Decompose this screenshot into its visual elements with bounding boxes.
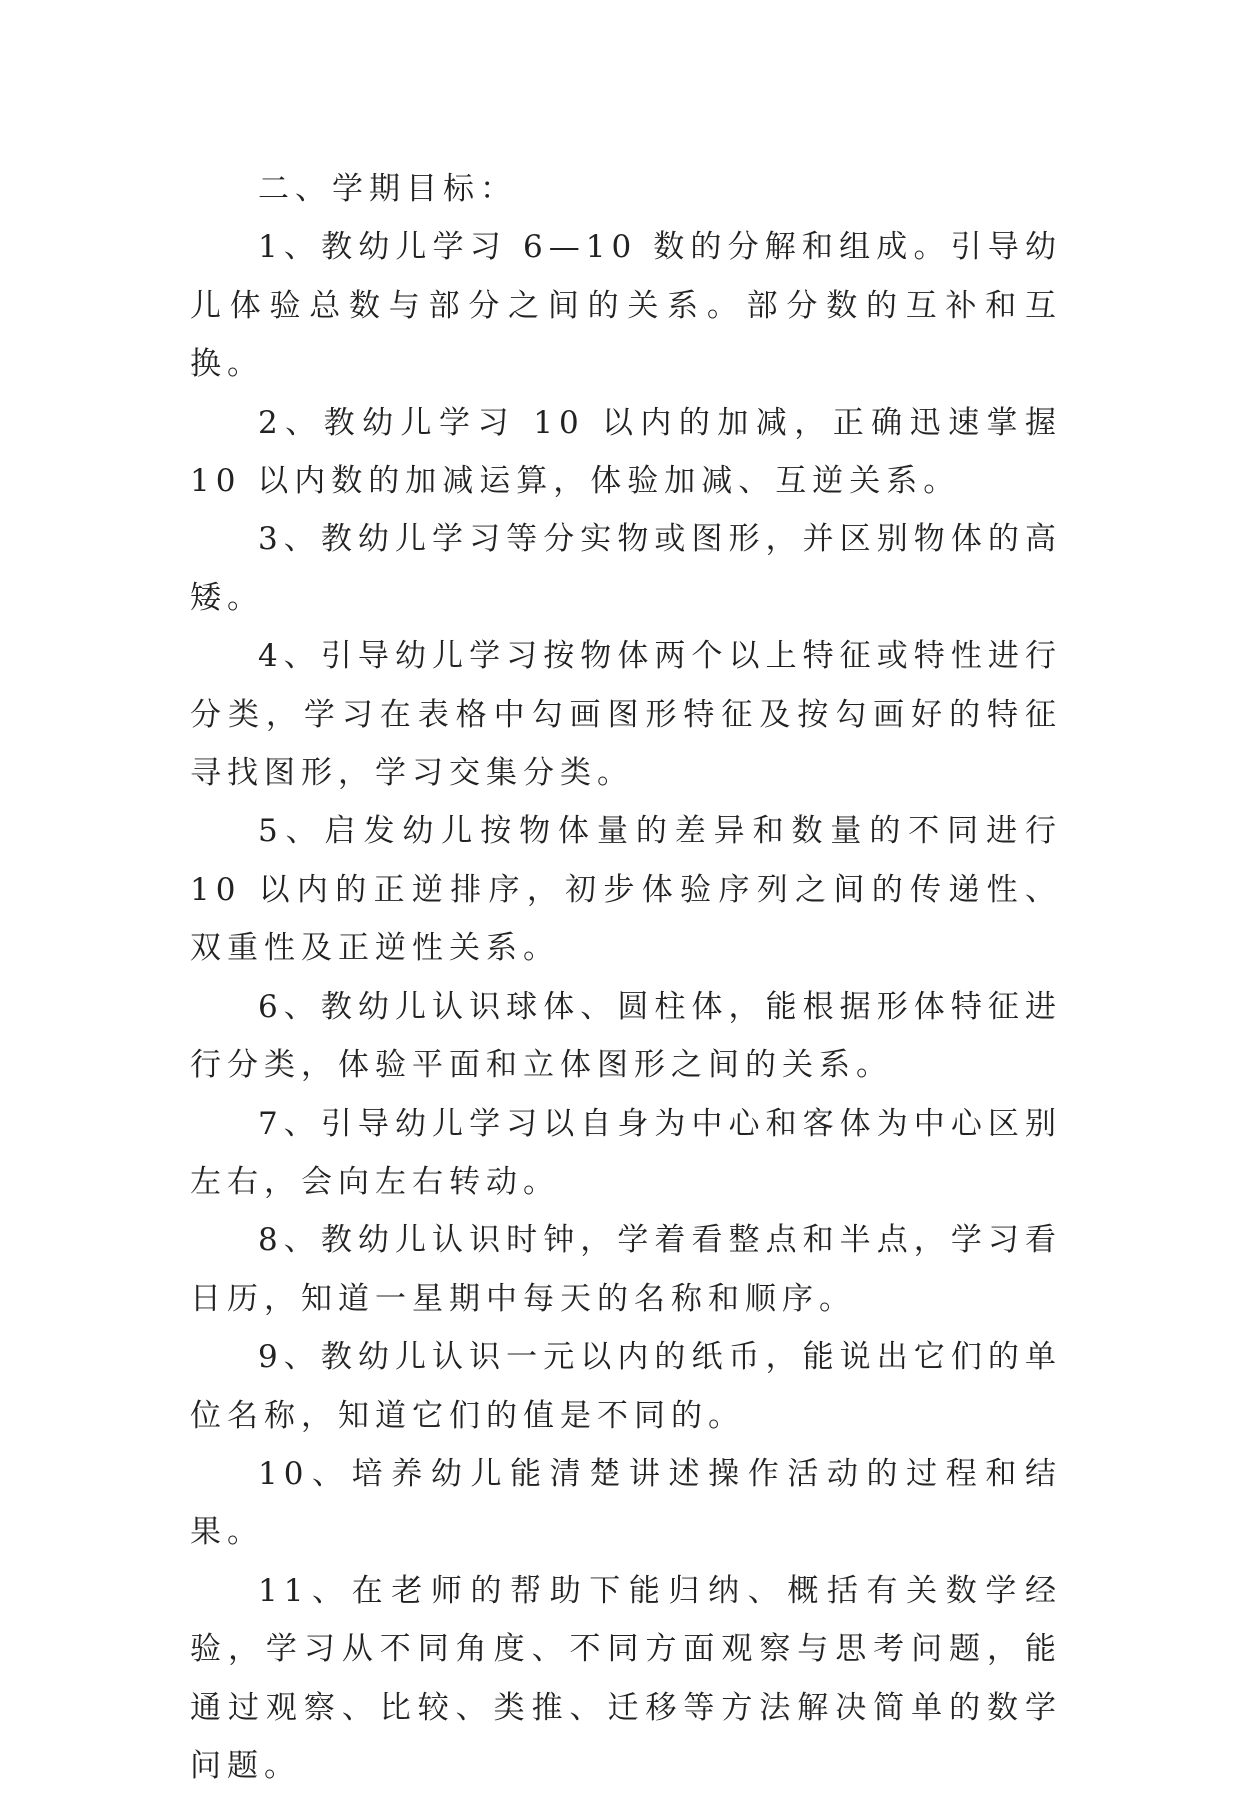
goal-item-2: 2、教幼儿学习 10 以内的加减，正确迅速掌握 10 以内数的加减运算，体验加减、互逆关系。 xyxy=(190,404,1062,500)
goal-item-3: 3、教幼儿学习等分实物或图形，并区别物体的高矮。 xyxy=(190,521,1062,616)
document-body xyxy=(190,160,1062,1795)
section-heading: 二、学期目标： xyxy=(258,171,517,207)
goal-item-11: 11、在老师的帮助下能归纳、概括有关数学经验，学习从不同角度、不同方面观察与思考问题，能通过观察、比较、类推、迁移等方法解决简单的数学问题。 xyxy=(190,1572,1062,1784)
goal-item-4: 4、引导幼儿学习按物体两个以上特征或特性进行分类，学习在表格中勾画图形特征及按勾画好的特征寻找图形，学习交集分类。 xyxy=(190,638,1062,792)
goal-item-9: 9、教幼儿认识一元以内的纸币，能说出它们的单位名称，知道它们的值是不同的。 xyxy=(190,1339,1062,1434)
goal-item-1: 1、教幼儿学习 6—10 数的分解和组成。引导幼儿体验总数与部分之间的关系。部分数的互补和互换。 xyxy=(190,229,1062,383)
goal-item-7: 7、引导幼儿学习以自身为中心和客体为中心区别左右，会向左右转动。 xyxy=(190,1105,1062,1200)
goal-item-10: 10、培养幼儿能清楚讲述操作活动的过程和结果。 xyxy=(190,1455,1062,1551)
goal-item-6: 6、教幼儿认识球体、圆柱体，能根据形体特征进行分类，体验平面和立体图形之间的关系。 xyxy=(190,988,1062,1084)
goal-item-5: 5、启发幼儿按物体量的差异和数量的不同进行 10 以内的正逆排序，初步体验序列之间的传递性、双重性及正逆性关系。 xyxy=(190,813,1062,967)
goal-item-8: 8、教幼儿认识时钟，学着看整点和半点，学习看日历，知道一星期中每天的名称和顺序。 xyxy=(190,1222,1062,1317)
